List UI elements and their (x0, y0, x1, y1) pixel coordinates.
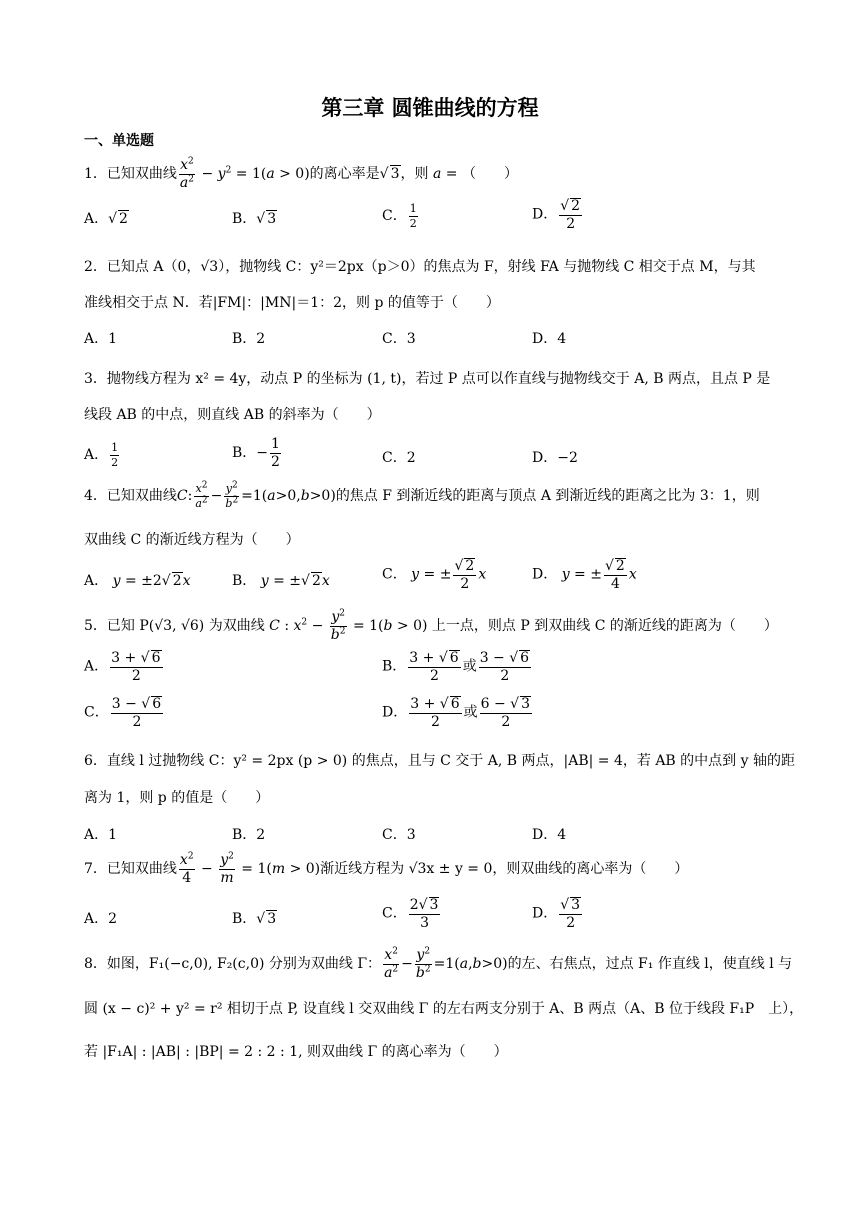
question-7-option-d: D． $\frac{√ 3}{2}$ (532, 897, 581, 931)
question-4-option-b: B． y = ±√ 2x (232, 573, 330, 589)
question-3-option-c: C．2 (382, 450, 416, 466)
section-heading: 一、单选题 (84, 133, 154, 149)
question-5-option-b: B． $\frac{3 + √ 6}{2}$ 或 $\frac{3 - √ 6}{2}$ (382, 650, 530, 684)
question-6-option-c: C．3 (382, 827, 416, 843)
question-5-option-a: A． $\frac{3 + √ 6}{2}$ (84, 650, 161, 684)
question-7-line-1: 7．已知双曲线 $\frac{x^2}{4}$ − $\frac{y^2}{m}$ = 1(m > 0)渐近线方程为 √3x ± y = 0，则双曲线的离心率为（ ） (84, 851, 689, 886)
question-1-option-b: B．√ 3 (232, 211, 277, 227)
question-1-option-c: C． $\frac{1}{2}$ (382, 202, 417, 230)
question-2-line-2: 准线相交于点 N．若|FM|：|MN|＝1：2，则 p 的值等于（ ） (84, 295, 500, 311)
question-2-option-d: D．4 (532, 331, 567, 347)
question-6-line-2: 离为 1，则 p 的值是（ ） (84, 790, 270, 806)
question-4-option-d: D． y = ± $\frac{√ 2}{4}$ x (532, 558, 637, 592)
question-2-option-a: A．1 (84, 331, 118, 347)
question-6-line-1: 6．直线 l 过抛物线 C：y² = 2px (p > 0) 的焦点，且与 C 交于 A, B 两点，|AB| = 4，若 AB 的中点到 y 轴的距 (84, 753, 795, 769)
question-3-line-1: 3．抛物线方程为 x² = 4y，动点 P 的坐标为 (1, t)，若过 P 点可以作直线与抛物线交于 A, B 两点，且点 P 是 (84, 371, 771, 387)
question-4-line-2: 双曲线 C 的渐近线方程为（ ） (84, 532, 300, 548)
question-6-option-a: A．1 (84, 827, 118, 843)
question-8-line-1: 8．如图，F₁(−c,0), F₂(c,0) 分别为双曲线 Γ： $\frac{x^2}{a^2}$ − $\frac{y^2}{b^2}$ =1(a,b>0)的左、右焦点，过点 F₁ 作直线 l，使直线 l 与 (84, 946, 793, 981)
question-3-line-2: 线段 AB 的中点，则直线 AB 的斜率为（ ） (84, 407, 381, 423)
question-4-line-1: 4．已知双曲线C: $\frac{x^2}{a^2}$ − $\frac{y^2}{b^2}$ =1(a>0,b>0)的焦点 F 到渐近线的距离与顶点 A 到渐近线的距离之比为 3：1，则 (84, 480, 760, 510)
question-2-option-c: C．3 (382, 331, 416, 347)
question-5-option-d: D． $\frac{3 + √ 6}{2}$ 或 $\frac{6 - √ 3}{2}$ (382, 696, 531, 730)
question-5-option-c: C． $\frac{3 - √ 6}{2}$ (84, 696, 162, 730)
question-1-stem: 1．已知双曲线 $\frac{x^2}{a^2}$ − $y^2 = 1(a > 0)$的离心率是√ 3，则 a = （ ） (84, 156, 518, 191)
question-3-option-d: D．−2 (532, 450, 578, 466)
question-7-option-a: A．2 (84, 911, 118, 927)
question-7-option-b: B．√ 3 (232, 911, 277, 927)
question-3-option-a: A． $\frac{1}{2}$ (84, 441, 119, 469)
question-4-option-a: A． y = ±2√ 2x (84, 573, 191, 589)
question-6-option-d: D．4 (532, 827, 567, 843)
question-2-line-1: 2．已知点 A（0，√3），抛物线 C：y²＝2px（p＞0）的焦点为 F，射线 FA 与抛物线 C 相交于点 M，与其 (84, 259, 756, 275)
question-6-option-b: B．2 (232, 827, 266, 843)
question-8-line-2: 圆 (x − c)² + y² = r² 相切于点 P, 设直线 l 交双曲线 Γ 的左右两支分别于 A、B 两点（A、B 位于线段 F₁P 上）， (84, 1001, 804, 1017)
question-3-option-b: B．− $\frac{1}{2}$ (232, 436, 280, 470)
question-7-option-c: C． $\frac{2√ 3}{3}$ (382, 897, 439, 931)
page-title: 第三章 圆锥曲线的方程 (321, 96, 539, 120)
question-2-option-b: B．2 (232, 331, 266, 347)
question-5-line-1: 5．已知 P(√3, √6) 为双曲线 C : $x^2$ − $\frac{y^2}{b^2}$ = 1(b > 0) 上一点，则点 P 到双曲线 C 的渐近线的距离为（ ） (84, 608, 778, 643)
question-1-option-d: D． $\frac{√ 2}{2}$ (532, 198, 581, 232)
question-8-line-3: 若 |F₁A| : |AB| : |BP| = 2 : 2 : 1, 则双曲线 Γ 的离心率为（ ） (84, 1044, 508, 1060)
question-4-option-c: C． y = ± $\frac{√ 2}{2}$ x (382, 558, 487, 592)
question-1-option-a: A．√ 2 (84, 211, 128, 227)
